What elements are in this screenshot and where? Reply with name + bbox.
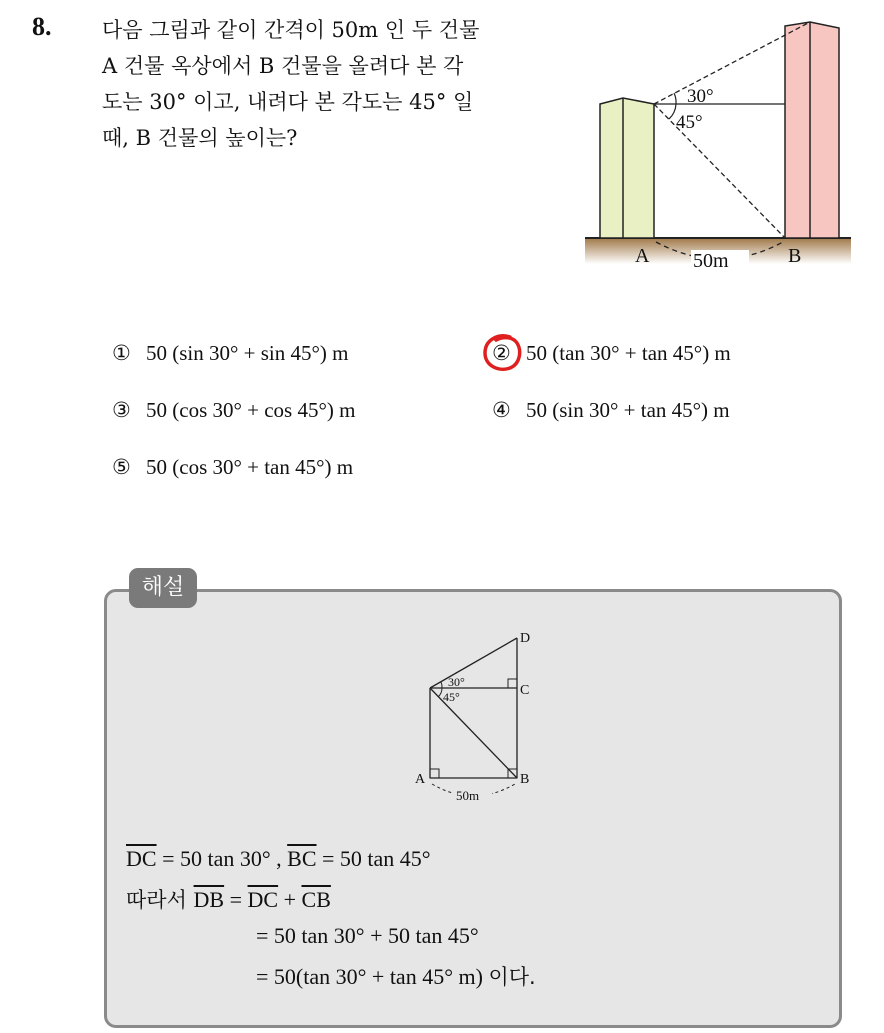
equation-part: +: [278, 887, 302, 912]
choice-text: 50 (sin 30° + sin 45°) m: [146, 341, 349, 365]
label-b: B: [788, 245, 802, 267]
choice-4[interactable]: [492, 398, 730, 423]
equation-part: = 50 tan 30° ,: [156, 846, 288, 871]
question-line: A 건물 옥상에서 B 건물을 올려다 본 각: [102, 54, 464, 78]
equation-part: =: [224, 887, 248, 912]
choice-text: 50 (cos 30° + tan 45°) m: [146, 455, 354, 479]
solution-tag: 해설: [129, 568, 197, 608]
solution-prefix: 따라서: [126, 888, 194, 912]
sol-label-a: A: [415, 772, 426, 787]
solution-suffix: 이다.: [488, 965, 536, 989]
choice-text: 50 (cos 30° + cos 45°) m: [146, 398, 356, 422]
sol-label-b: B: [520, 772, 530, 787]
segment-bc: $\overline{BC}$: [287, 846, 317, 871]
choice-text: 50 (tan 30° + tan 45°) m: [526, 341, 731, 365]
solution-figure: [410, 628, 540, 804]
building-b: [785, 22, 839, 238]
sol-label-c: C: [520, 683, 530, 698]
segment-dc: $\overline{DC}$: [126, 846, 157, 871]
sol-angle-30: 30°: [448, 675, 465, 689]
question-number: 8.: [32, 12, 52, 41]
choice-2[interactable]: [492, 341, 731, 366]
choice-mark: ③: [112, 398, 131, 422]
sol-angle-45: 45°: [443, 690, 460, 704]
angle-30-label: 30°: [687, 86, 714, 107]
choice-1[interactable]: [112, 341, 348, 366]
angle-45-label: 45°: [676, 112, 703, 133]
buildings-figure: [583, 14, 853, 274]
answer-circle-icon: [480, 331, 524, 375]
equation-part: = 50(tan 30° + tan 45° m): [256, 964, 489, 989]
choice-mark: ①: [112, 341, 131, 365]
segment-db: $\overline{DB}$: [193, 887, 225, 912]
choice-text: 50 (sin 30° + tan 45°) m: [526, 398, 730, 422]
question-line: 때, B 건물의 높이는?: [102, 126, 298, 150]
choice-mark: ④: [492, 398, 511, 422]
sol-label-d: D: [520, 631, 531, 646]
question-line: 다음 그림과 같이 간격이 50m 인 두 건물: [102, 18, 480, 42]
choice-5[interactable]: [112, 455, 353, 480]
equation-part: = 50 tan 45°: [316, 846, 431, 871]
label-a: A: [635, 245, 650, 267]
choice-mark: ⑤: [112, 455, 131, 479]
building-a: [600, 98, 654, 238]
distance-label: 50m: [693, 250, 729, 272]
choice-3[interactable]: [112, 398, 355, 423]
solution-line-3: = 50 tan 30° + 50 tan 45°: [256, 923, 479, 948]
sol-distance: 50m: [456, 788, 480, 803]
question-text: [102, 12, 557, 156]
choice-mark: ②: [492, 341, 511, 365]
segment-dc: $\overline{DC}$: [247, 887, 279, 912]
solution-line-4: [256, 961, 536, 991]
question-line: 도는 30° 이고, 내려다 본 각도는 45° 일: [102, 90, 474, 114]
segment-cb: $\overline{CB}$: [301, 887, 331, 912]
solution-line-2: [126, 884, 331, 914]
solution-line-1: [126, 846, 431, 872]
